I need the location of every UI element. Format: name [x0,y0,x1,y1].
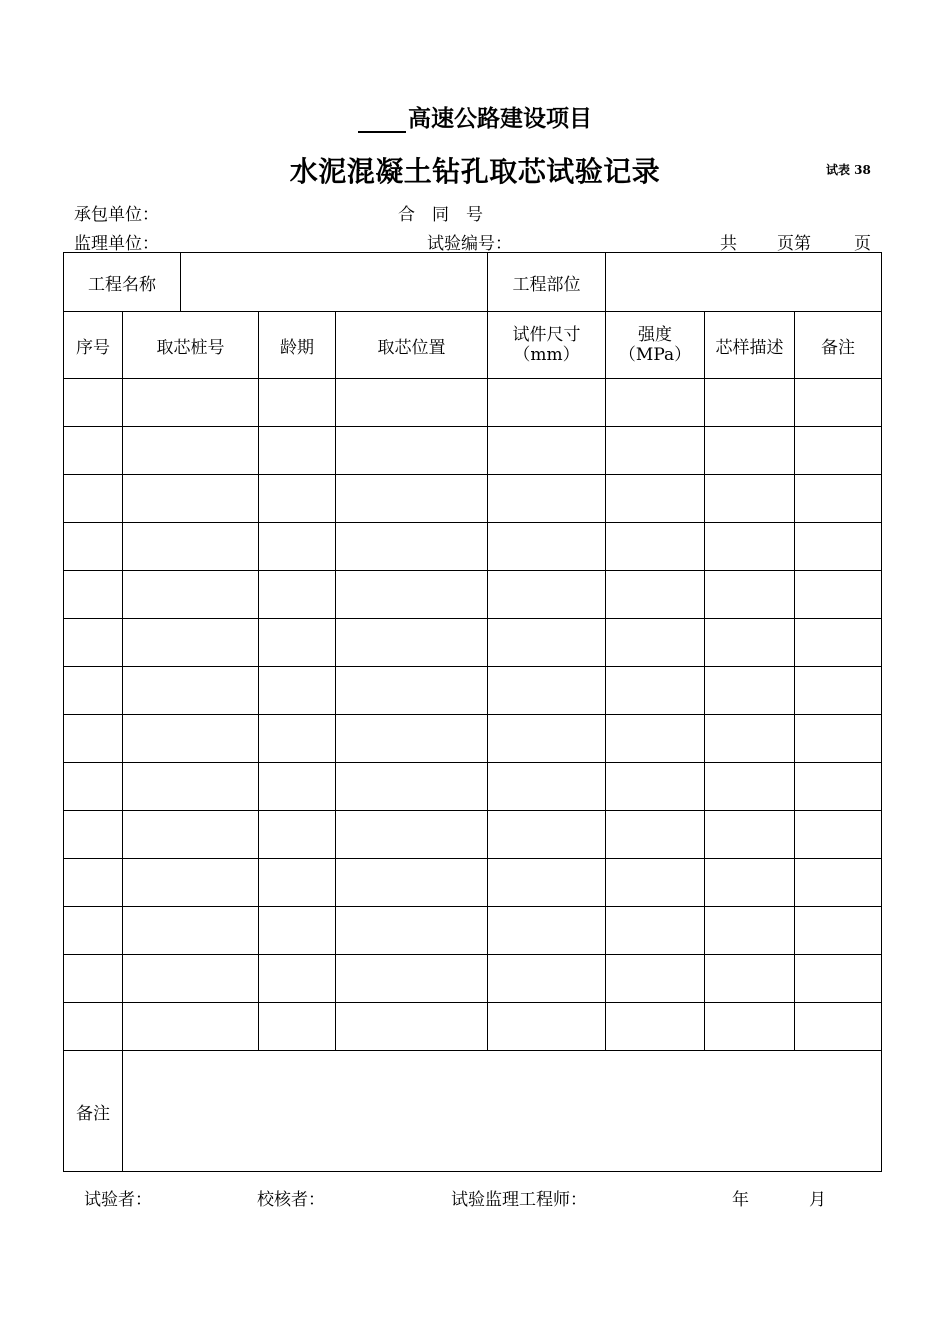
cell-seq[interactable] [64,955,123,1003]
project-title-text: 高速公路建设项目 [408,105,592,132]
cell-remarks[interactable] [795,1003,882,1051]
cell-age[interactable] [259,619,336,667]
cell-size[interactable] [488,379,606,427]
table-row [64,1003,882,1051]
table-row [64,907,882,955]
col-size [488,312,606,379]
table-row [64,715,882,763]
cell-age[interactable] [259,427,336,475]
cell-pile-no[interactable] [123,1003,259,1051]
table-row [64,523,882,571]
cell-description[interactable] [705,907,795,955]
cell-strength[interactable] [606,427,705,475]
col-pile-no: 取芯桩号 [123,312,259,379]
cell-age[interactable] [259,475,336,523]
project-name-blank[interactable] [358,107,406,133]
record-table [63,252,882,1172]
cell-strength[interactable] [606,475,705,523]
cell-size[interactable] [488,571,606,619]
remarks-value[interactable] [123,1051,882,1172]
remarks-row [64,1051,882,1172]
cell-description[interactable] [705,475,795,523]
table-row [64,667,882,715]
cell-seq[interactable] [64,427,123,475]
table-row [64,859,882,907]
cell-pile-no[interactable] [123,955,259,1003]
cell-size[interactable] [488,523,606,571]
cell-strength[interactable] [606,859,705,907]
cell-remarks[interactable] [795,667,882,715]
cell-age[interactable] [259,715,336,763]
cell-position[interactable] [336,907,488,955]
cell-strength[interactable] [606,811,705,859]
cell-pile-no[interactable] [123,379,259,427]
cell-remarks[interactable] [795,427,882,475]
table-row [64,811,882,859]
cell-description[interactable] [705,859,795,907]
cell-size[interactable] [488,715,606,763]
cell-description[interactable] [705,955,795,1003]
cell-remarks[interactable] [795,763,882,811]
project-part-label: 工程部位 [488,253,606,312]
data-rows [64,379,882,1051]
cell-description[interactable] [705,571,795,619]
cell-seq[interactable] [64,715,123,763]
project-name-value[interactable] [181,253,488,312]
engineer-label: 试验监理工程师： [451,1190,587,1210]
page-title: 水泥混凝土钻孔取芯试验记录 [289,155,661,188]
project-info-row [64,253,882,312]
cell-position[interactable] [336,379,488,427]
col-position: 取芯位置 [336,312,488,379]
cell-seq[interactable] [64,1003,123,1051]
project-name-label: 工程名称 [64,253,181,312]
page-of-label: 页第 [777,234,811,254]
cell-remarks[interactable] [795,907,882,955]
cell-position[interactable] [336,811,488,859]
cell-remarks[interactable] [795,619,882,667]
cell-age[interactable] [259,811,336,859]
cell-size[interactable] [488,475,606,523]
table-row [64,475,882,523]
month-label: 月 [809,1190,826,1210]
cell-size[interactable] [488,619,606,667]
col-strength [606,312,705,379]
cell-age[interactable] [259,907,336,955]
cell-strength[interactable] [606,379,705,427]
checker-label: 校核者： [257,1190,325,1210]
cell-strength[interactable] [606,571,705,619]
remarks-label: 备注 [64,1051,123,1172]
cell-strength[interactable] [606,619,705,667]
cell-position[interactable] [336,955,488,1003]
cell-position[interactable] [336,619,488,667]
col-strength-line1: 强度 [638,325,673,345]
col-age: 龄期 [259,312,336,379]
cell-strength[interactable] [606,667,705,715]
cell-position[interactable] [336,427,488,475]
col-seq: 序号 [64,312,123,379]
col-remarks: 备注 [795,312,882,379]
cell-description[interactable] [705,715,795,763]
page-total-label: 共 [720,234,737,254]
cell-position[interactable] [336,859,488,907]
cell-remarks[interactable] [795,955,882,1003]
cell-size[interactable] [488,427,606,475]
cell-size[interactable] [488,955,606,1003]
form-code: 试表 38 [826,163,871,177]
cell-description[interactable] [705,379,795,427]
cell-seq[interactable] [64,667,123,715]
cell-description[interactable] [705,811,795,859]
cell-position[interactable] [336,523,488,571]
column-header-row [64,312,882,379]
cell-size[interactable] [488,907,606,955]
cell-seq[interactable] [64,619,123,667]
cell-pile-no[interactable] [123,571,259,619]
cell-strength[interactable] [606,523,705,571]
cell-age[interactable] [259,859,336,907]
cell-seq[interactable] [64,763,123,811]
cell-description[interactable] [705,1003,795,1051]
cell-remarks[interactable] [795,715,882,763]
cell-description[interactable] [705,523,795,571]
cell-position[interactable] [336,667,488,715]
page-label: 页 [854,234,871,254]
cell-seq[interactable] [64,523,123,571]
cell-age[interactable] [259,667,336,715]
col-description: 芯样描述 [705,312,795,379]
cell-seq[interactable] [64,907,123,955]
table-row [64,763,882,811]
cell-strength[interactable] [606,955,705,1003]
test-no-label: 试验编号： [427,234,512,254]
cell-seq[interactable] [64,859,123,907]
cell-size[interactable] [488,763,606,811]
cell-size[interactable] [488,859,606,907]
cell-seq[interactable] [64,475,123,523]
cell-pile-no[interactable] [123,475,259,523]
cell-age[interactable] [259,1003,336,1051]
cell-seq[interactable] [64,379,123,427]
contractor-label: 承包单位： [74,205,159,225]
table-row [64,427,882,475]
table-row [64,571,882,619]
cell-age[interactable] [259,571,336,619]
table-row [64,955,882,1003]
cell-size[interactable] [488,667,606,715]
cell-strength[interactable] [606,763,705,811]
cell-strength[interactable] [606,1003,705,1051]
cell-size[interactable] [488,1003,606,1051]
col-size-line2: （mm） [513,345,580,365]
cell-pile-no[interactable] [123,619,259,667]
cell-seq[interactable] [64,811,123,859]
cell-pile-no[interactable] [123,907,259,955]
cell-seq[interactable] [64,571,123,619]
cell-age[interactable] [259,523,336,571]
cell-position[interactable] [336,475,488,523]
cell-strength[interactable] [606,715,705,763]
cell-strength[interactable] [606,907,705,955]
cell-position[interactable] [336,571,488,619]
cell-pile-no[interactable] [123,811,259,859]
cell-pile-no[interactable] [123,427,259,475]
cell-remarks[interactable] [795,523,882,571]
cell-description[interactable] [705,667,795,715]
contract-no-label: 合 同 号 [398,205,483,225]
project-title [0,100,950,133]
cell-pile-no[interactable] [123,715,259,763]
year-label: 年 [732,1190,749,1210]
cell-position[interactable] [336,763,488,811]
cell-description[interactable] [705,427,795,475]
cell-pile-no[interactable] [123,523,259,571]
cell-age[interactable] [259,955,336,1003]
cell-age[interactable] [259,379,336,427]
cell-remarks[interactable] [795,379,882,427]
col-size-line1: 试件尺寸 [512,325,581,345]
cell-position[interactable] [336,1003,488,1051]
cell-remarks[interactable] [795,859,882,907]
cell-description[interactable] [705,763,795,811]
project-part-value[interactable] [606,253,882,312]
cell-remarks[interactable] [795,811,882,859]
table-row [64,379,882,427]
cell-pile-no[interactable] [123,859,259,907]
cell-size[interactable] [488,811,606,859]
col-strength-line2: （MPa） [618,345,692,365]
supervisor-label: 监理单位： [74,234,159,254]
tester-label: 试验者： [84,1190,152,1210]
cell-pile-no[interactable] [123,667,259,715]
cell-position[interactable] [336,715,488,763]
cell-age[interactable] [259,763,336,811]
cell-remarks[interactable] [795,475,882,523]
cell-remarks[interactable] [795,571,882,619]
table-row [64,619,882,667]
cell-pile-no[interactable] [123,763,259,811]
cell-description[interactable] [705,619,795,667]
